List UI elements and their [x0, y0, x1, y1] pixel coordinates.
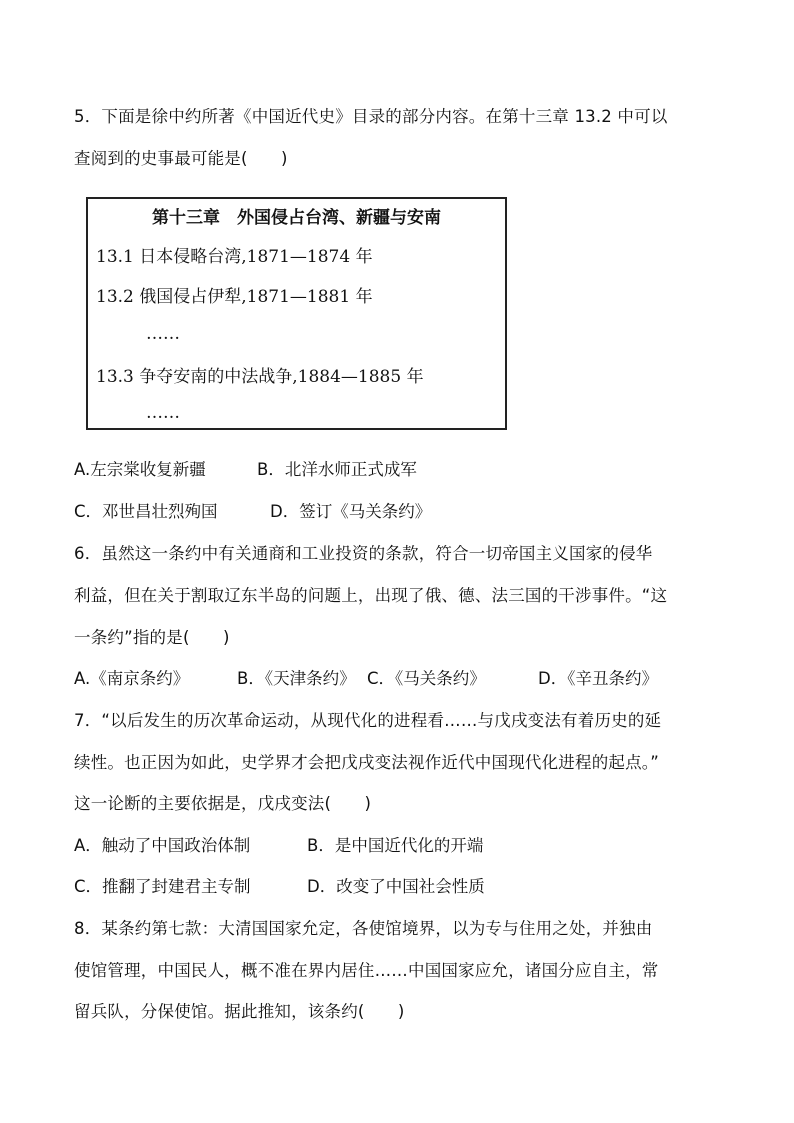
q6-stem-line-2: 利益，但在关于割取辽东半岛的问题上，出现了俄、德、法三国的干涉事件。“这 — [74, 586, 668, 605]
q7-stem-line-1: 7．“以后发生的历次革命运动，从现代化的进程看……与戊戌变法有着历史的延 — [74, 711, 662, 730]
q8-stem-line-2: 使馆管理，中国民人，概不准在界内居住……中国国家应允，诸国分应自主，常 — [74, 961, 659, 980]
q7-option-b: B．是中国近代化的开端 — [307, 836, 484, 855]
table-of-contents-box — [86, 197, 507, 430]
q5-option-c: C．邓世昌壮烈殉国 — [74, 502, 218, 521]
q5-option-a: A.左宗棠收复新疆 — [74, 460, 206, 479]
q6-option-b: B．《天津条约》 — [237, 669, 356, 688]
q7-stem-line-3: 这一论断的主要依据是，戊戌变法( ) — [74, 794, 372, 813]
q7-stem-line-2: 续性。也正因为如此，史学界才会把戊戌变法视作近代中国现代化进程的起点。” — [74, 753, 659, 772]
q7-option-c: C．推翻了封建君主专制 — [74, 877, 251, 896]
q5-option-d: D．签订《马关条约》 — [270, 502, 432, 521]
q6-option-a: A.《南京条约》 — [74, 669, 190, 688]
q6-stem-line-1: 6．虽然这一条约中有关通商和工业投资的条款，符合一切帝国主义国家的侵华 — [74, 544, 653, 563]
q5-stem-line-1: 5．下面是徐中约所著《中国近代史》目录的部分内容。在第十三章 13.2 中可以 — [74, 107, 668, 126]
q6-option-d: D．《辛丑条约》 — [538, 669, 658, 688]
q6-stem-line-3: 一条约”指的是( ) — [74, 628, 230, 647]
q7-option-d: D．改变了中国社会性质 — [307, 877, 485, 896]
chapter-title: 第十三章 外国侵占台湾、新疆与安南 — [152, 208, 441, 228]
q7-option-a: A．触动了中国政治体制 — [74, 836, 251, 855]
q8-stem-line-3: 留兵队，分保使馆。据此推知，该条约( ) — [74, 1002, 405, 1021]
q6-option-c: C．《马关条约》 — [367, 669, 486, 688]
toc-item-13-2: 13.2 俄国侵占伊犁,1871—1881 年 — [96, 287, 373, 307]
toc-ellipsis-1: …… — [146, 324, 180, 344]
q5-stem-line-2: 查阅到的史事最可能是( ) — [74, 149, 288, 168]
toc-item-13-1: 13.1 日本侵略台湾,1871—1874 年 — [96, 247, 373, 267]
q8-stem-line-1: 8．某条约第七款：大清国国家允定，各使馆境界，以为专与住用之处，并独由 — [74, 919, 653, 938]
q5-option-b: B．北洋水师正式成军 — [257, 460, 417, 479]
toc-ellipsis-2: …… — [146, 403, 180, 423]
toc-item-13-3: 13.3 争夺安南的中法战争,1884—1885 年 — [96, 367, 424, 387]
